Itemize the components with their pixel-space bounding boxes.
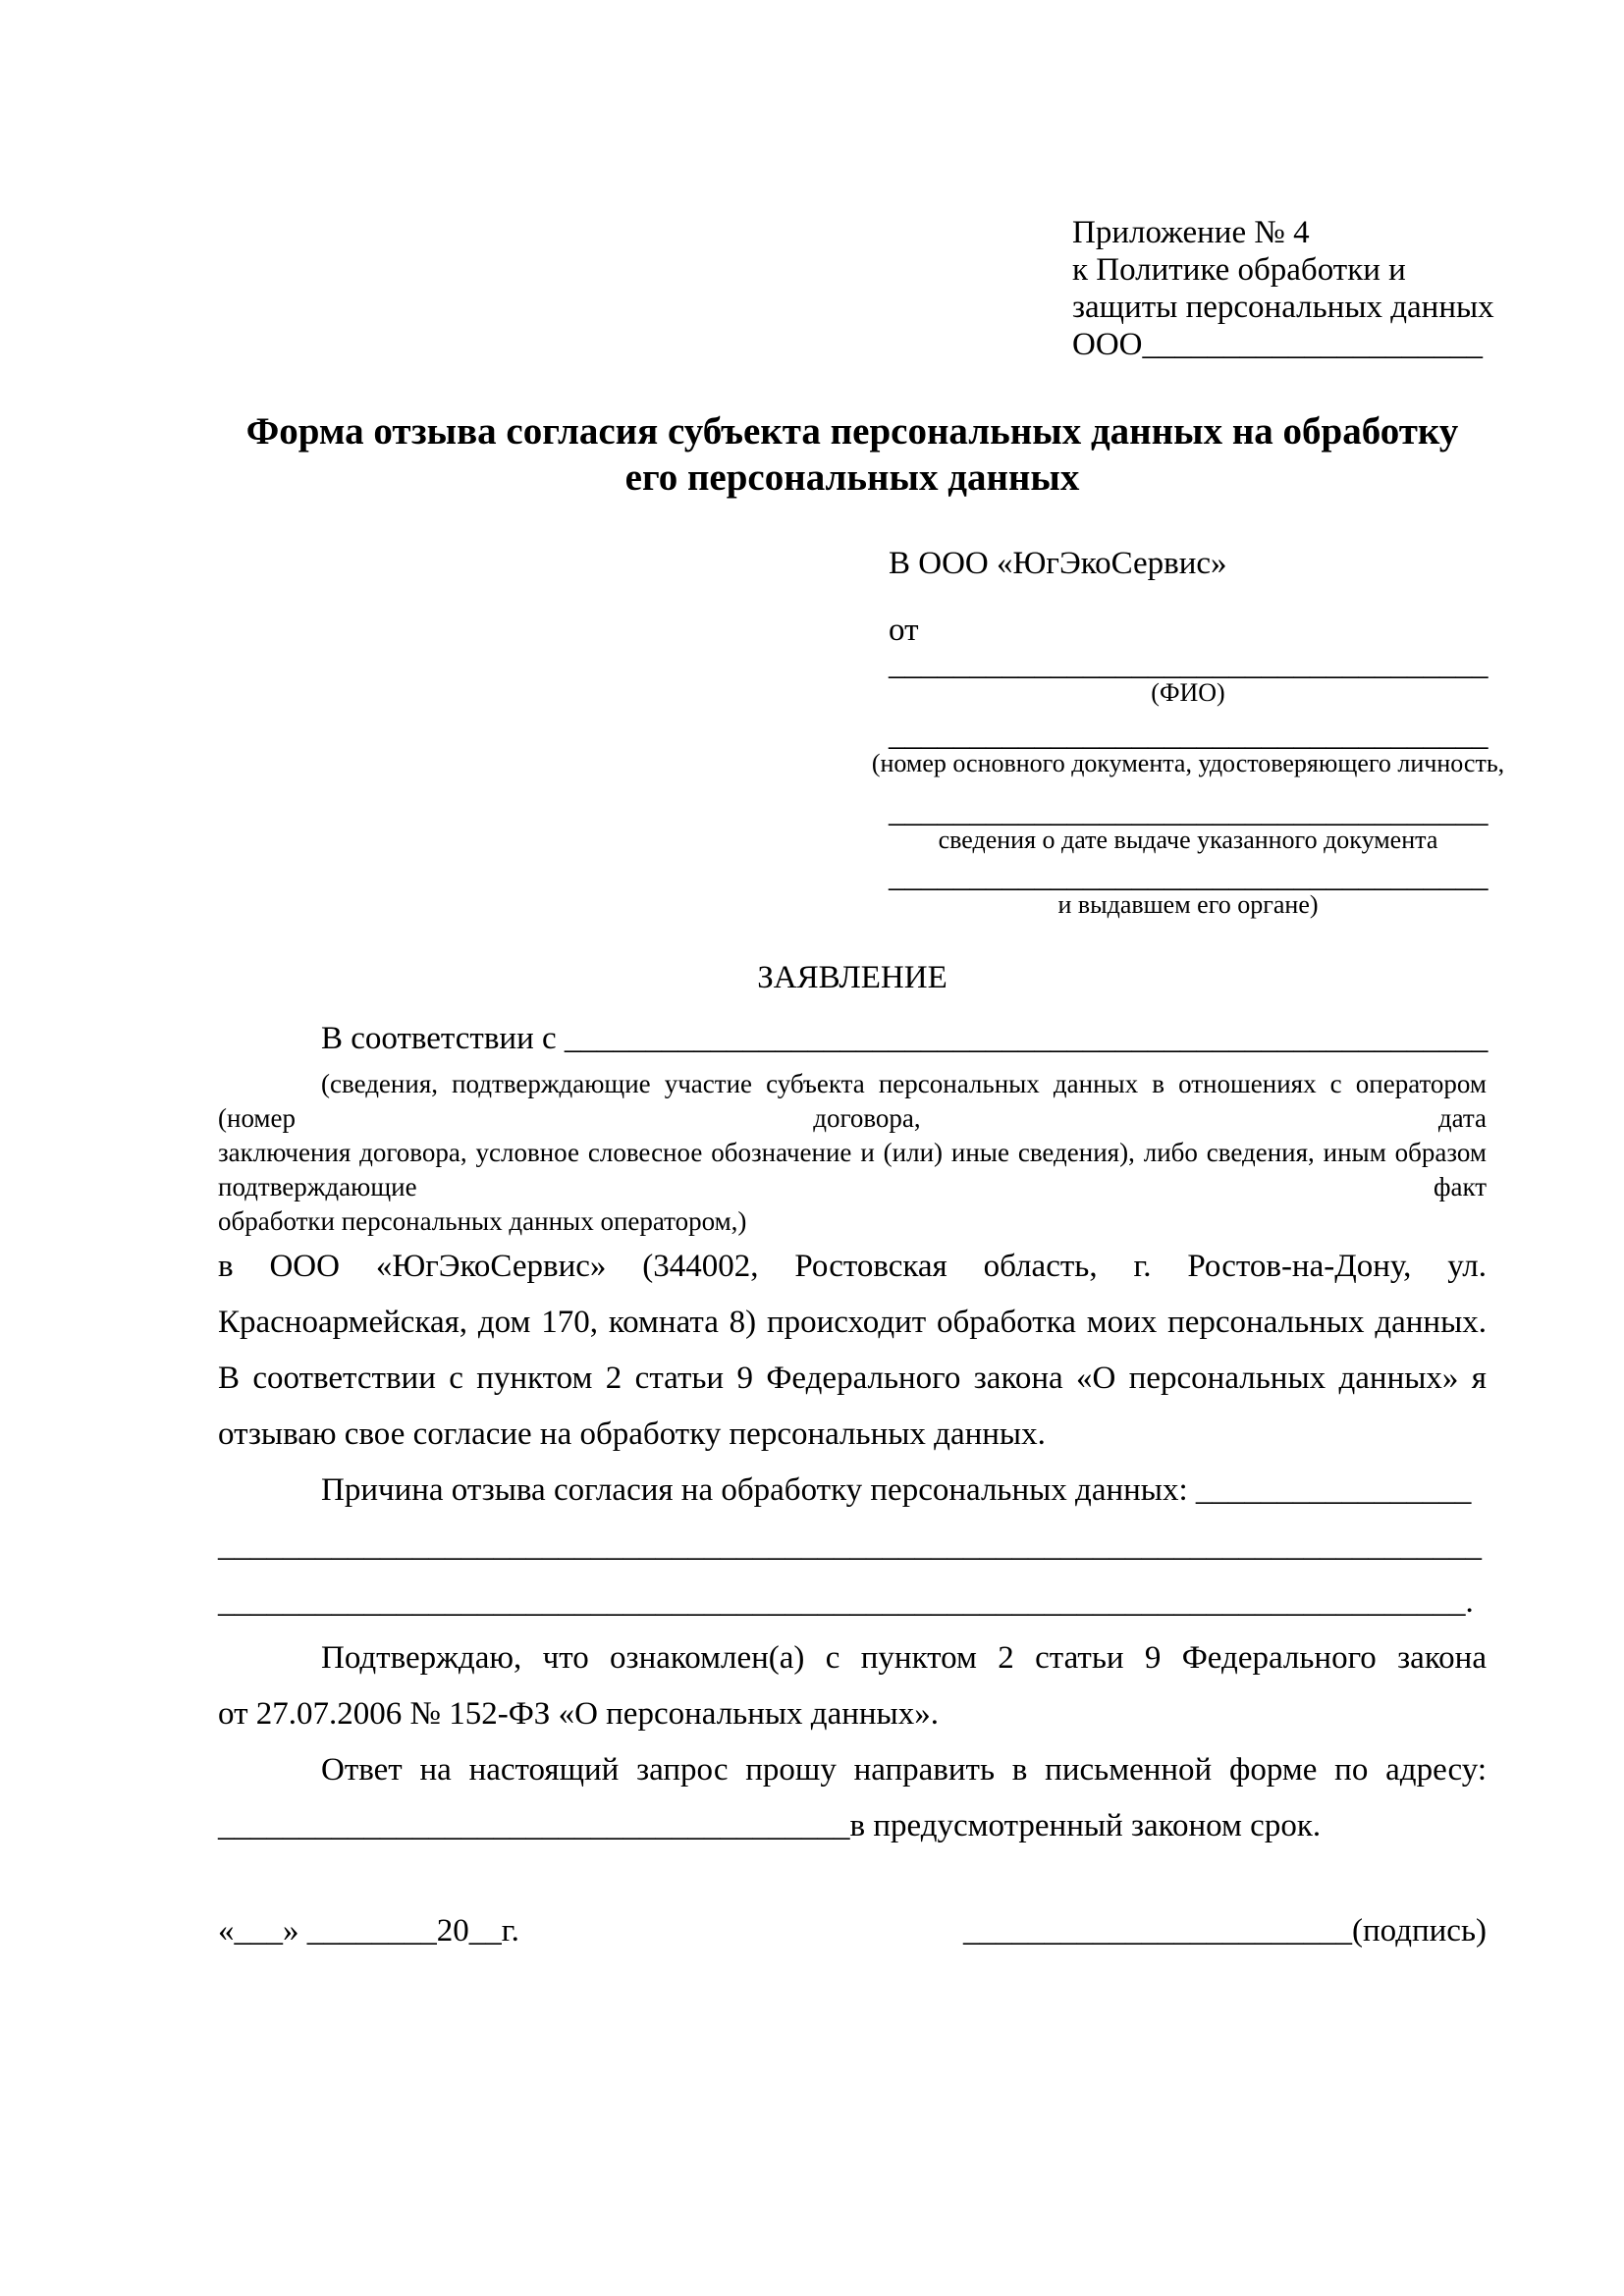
- address-blank-field: _______________________________________: [218, 1808, 850, 1843]
- org-blank-field: _____________________: [1142, 327, 1483, 362]
- intro-prefix: В соответствии с: [321, 1021, 565, 1056]
- title-line: его персональных данных: [624, 456, 1080, 499]
- intro-blank-field: _________________________________________________________: [564, 1021, 1489, 1056]
- blank-field: _____________________________________________________________________________: [218, 1584, 1466, 1620]
- reason-blank-line-1: ______________________________________________________________________________: [218, 1528, 1482, 1564]
- reply-suffix: в предусмотренный законом срок.: [849, 1808, 1322, 1843]
- document-number-field-group: [871, 718, 1505, 777]
- body-line: отзываю свое согласие на обработку персональных данных.: [218, 1416, 1046, 1452]
- body-paragraph: [218, 1239, 1487, 1463]
- appendix-line: к Политике обработки и: [1072, 252, 1406, 288]
- body-line: Красноармейская, дом 170, комната 8) происходит обработка моих персональных данных.: [218, 1305, 1487, 1340]
- reply-paragraph: [218, 1742, 1487, 1854]
- issuing-authority-field-group: [889, 859, 1489, 919]
- reason-label: Причина отзыва согласия на обработку персональных данных:: [321, 1472, 1196, 1508]
- note-line: (сведения, подтверждающие участие субъекта персональных данных в отношениях с оператором (номер договора, дата: [218, 1069, 1487, 1133]
- from-label: от: [889, 613, 919, 648]
- addressee-to: В ООО «ЮгЭкоСервис»: [889, 546, 1227, 581]
- document-title: [218, 408, 1487, 501]
- reason-line: [218, 1463, 1487, 1519]
- document-number-blank-field: _____________________________________: [889, 718, 1489, 753]
- document-number-caption: (номер основного документа, удостоверяющего личность,: [871, 749, 1505, 777]
- note-line: заключения договора, условное словесное обозначение и (или) иные сведения), либо сведения, иным образом подтверждающие факт: [218, 1138, 1487, 1201]
- body-line: В соответствии с пунктом 2 статьи 9 Федерального закона «О персональных данных» я: [218, 1361, 1487, 1396]
- org-prefix: ООО: [1072, 327, 1143, 362]
- footer-row: [218, 1903, 1487, 1959]
- fio-caption: (ФИО): [1151, 678, 1225, 707]
- issue-date-field-group: [889, 794, 1489, 854]
- note-line: обработки персональных данных оператором,): [218, 1206, 747, 1236]
- confirm-line: от 27.07.2006 № 152-ФЗ «О персональных данных».: [218, 1696, 939, 1732]
- confirmation-paragraph: [218, 1630, 1487, 1742]
- confirm-line: Подтверждаю, что ознакомлен(а) с пунктом 2 статьи 9 Федерального закона: [321, 1640, 1487, 1676]
- period: .: [1465, 1584, 1474, 1620]
- fio-blank-field: _____________________________________: [889, 647, 1489, 682]
- issue-date-blank-field: _____________________________________: [889, 794, 1489, 829]
- reason-blank-field: _________________: [1195, 1472, 1472, 1508]
- appendix-line: защиты персональных данных: [1072, 290, 1494, 325]
- signature-caption: (подпись): [1352, 1913, 1487, 1949]
- date-line: «___» ________20__г.: [218, 1913, 519, 1949]
- issuing-authority-blank-field: _____________________________________: [889, 859, 1489, 894]
- issue-date-caption: сведения о дате выдаче указанного документа: [938, 826, 1438, 854]
- appendix-block: [1072, 214, 1494, 363]
- signature-blank-field: ________________________: [963, 1913, 1352, 1949]
- reply-line: Ответ на настоящий запрос прошу направить в письменной форме по адресу:: [321, 1752, 1487, 1788]
- appendix-org-line: [1072, 326, 1487, 363]
- intro-line: [218, 1011, 1487, 1067]
- addressee-block: [871, 544, 1505, 919]
- reply-address-line: [218, 1798, 1487, 1854]
- explanatory-note: [218, 1067, 1487, 1239]
- reason-blank-line-2: [218, 1575, 1487, 1630]
- signature-line: [963, 1903, 1487, 1959]
- fio-field-group: [889, 647, 1489, 707]
- issuing-authority-caption: и выдавшем его органе): [1057, 890, 1319, 919]
- body-line: в ООО «ЮгЭкоСервис» (344002, Ростовская область, г. Ростов-на-Дону, ул.: [218, 1249, 1487, 1284]
- statement-heading: ЗАЯВЛЕНИЕ: [757, 960, 947, 995]
- appendix-line: Приложение № 4: [1072, 215, 1310, 250]
- title-line: Форма отзыва согласия субъекта персональных данных на обработку: [245, 410, 1459, 453]
